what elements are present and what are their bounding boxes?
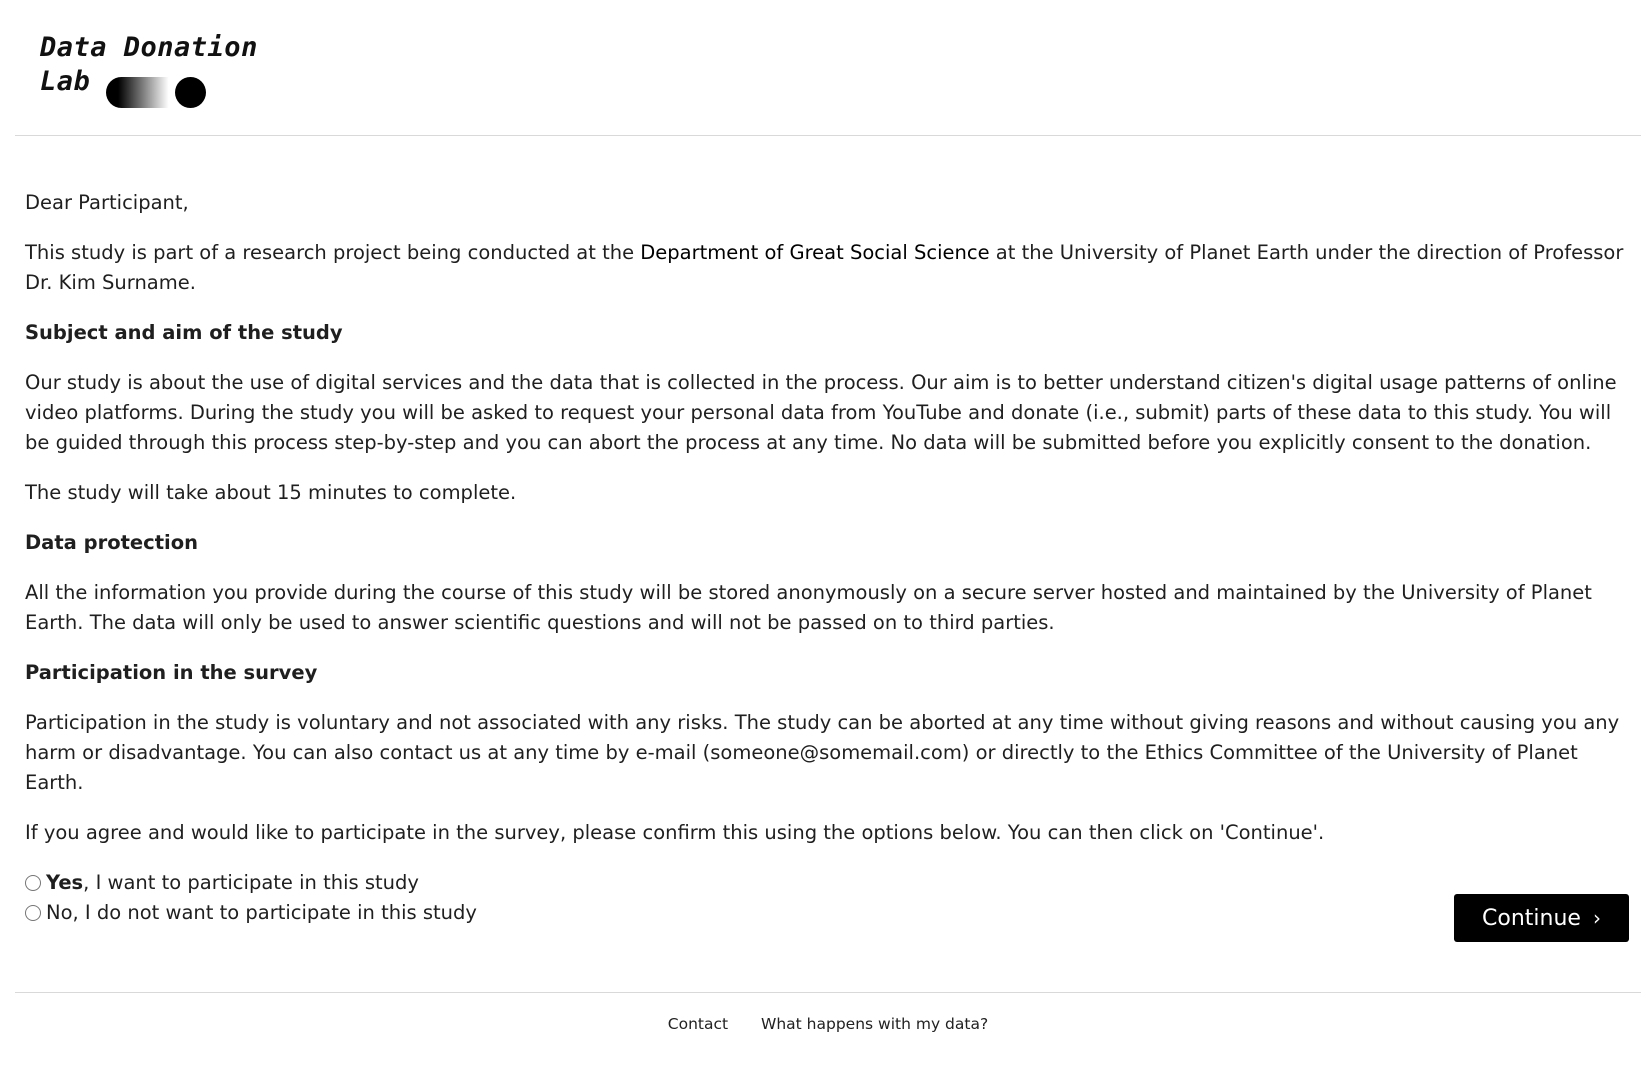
continue-button[interactable] <box>1454 894 1629 942</box>
logo-text-line2: Lab <box>40 66 91 97</box>
intro-text-after: at the University of Planet Earth under the direction of Professor Dr. Kim Surname. <box>25 241 1624 294</box>
consent-content <box>25 188 1637 928</box>
footer-link-contact[interactable]: Contact <box>667 1015 729 1033</box>
option-no-label[interactable]: No, I do not want to participate in this study <box>46 901 477 924</box>
greeting: Dear Participant, <box>25 191 189 214</box>
option-yes-bold: Yes <box>46 871 84 894</box>
continue-label: Continue <box>1482 905 1581 931</box>
logo-text-line1: Data Donation <box>40 32 258 63</box>
intro-text-before: This study is part of a research project being conducted at the <box>25 241 641 264</box>
footer-link-data-info[interactable]: What happens with my data? <box>761 1015 989 1033</box>
data-protection-heading: Data protection <box>25 531 198 554</box>
footer <box>15 992 1641 1053</box>
duration-paragraph: The study will take about 15 minutes to complete. <box>25 481 517 504</box>
logo-toggle-knob <box>175 77 206 108</box>
radio-no[interactable] <box>25 905 41 921</box>
logo[interactable] <box>40 28 258 118</box>
subject-heading: Subject and aim of the study <box>25 321 343 344</box>
option-yes-rest: , I want to participate in this study <box>83 871 419 894</box>
option-yes-label[interactable] <box>46 868 419 898</box>
participation-heading: Participation in the survey <box>25 661 318 684</box>
option-yes[interactable] <box>25 868 1637 898</box>
footer-links <box>15 1015 1641 1033</box>
department-name: Department of Great Social Science <box>640 241 990 264</box>
subject-paragraph: Our study is about the use of digital services and the data that is collected in the process. Our aim is to better understand citizen's digital usage patterns of online video platforms. During the study you will be asked to request your personal data from YouTube and donate (i.e., submit) parts of these data to this study. You will be guided through this process step-by-step and you can abort the process at any time. No data will be submitted before you explicitly consent to the donation. <box>25 371 1617 454</box>
radio-yes[interactable] <box>25 875 41 891</box>
confirm-paragraph: If you agree and would like to participate in the survey, please confirm this using the options below. You can then click on 'Continue'. <box>25 821 1325 844</box>
chevron-right-icon: › <box>1592 906 1601 930</box>
participation-paragraph: Participation in the study is voluntary and not associated with any risks. The study can be aborted at any time without giving reasons and without causing you any harm or disadvantage. You can also contact us at any time by e-mail (someone@somemail.com) or directly to the Ethics Committee of the University of Planet Earth. <box>25 711 1620 794</box>
participation-options <box>25 868 1637 928</box>
intro-paragraph <box>25 238 1637 298</box>
data-protection-paragraph: All the information you provide during the course of this study will be stored anonymously on a secure server hosted and maintained by the University of Planet Earth. The data will only be used to answer scientific questions and will not be passed on to third parties. <box>25 581 1592 634</box>
option-no[interactable] <box>25 898 1637 928</box>
header <box>15 0 1641 136</box>
